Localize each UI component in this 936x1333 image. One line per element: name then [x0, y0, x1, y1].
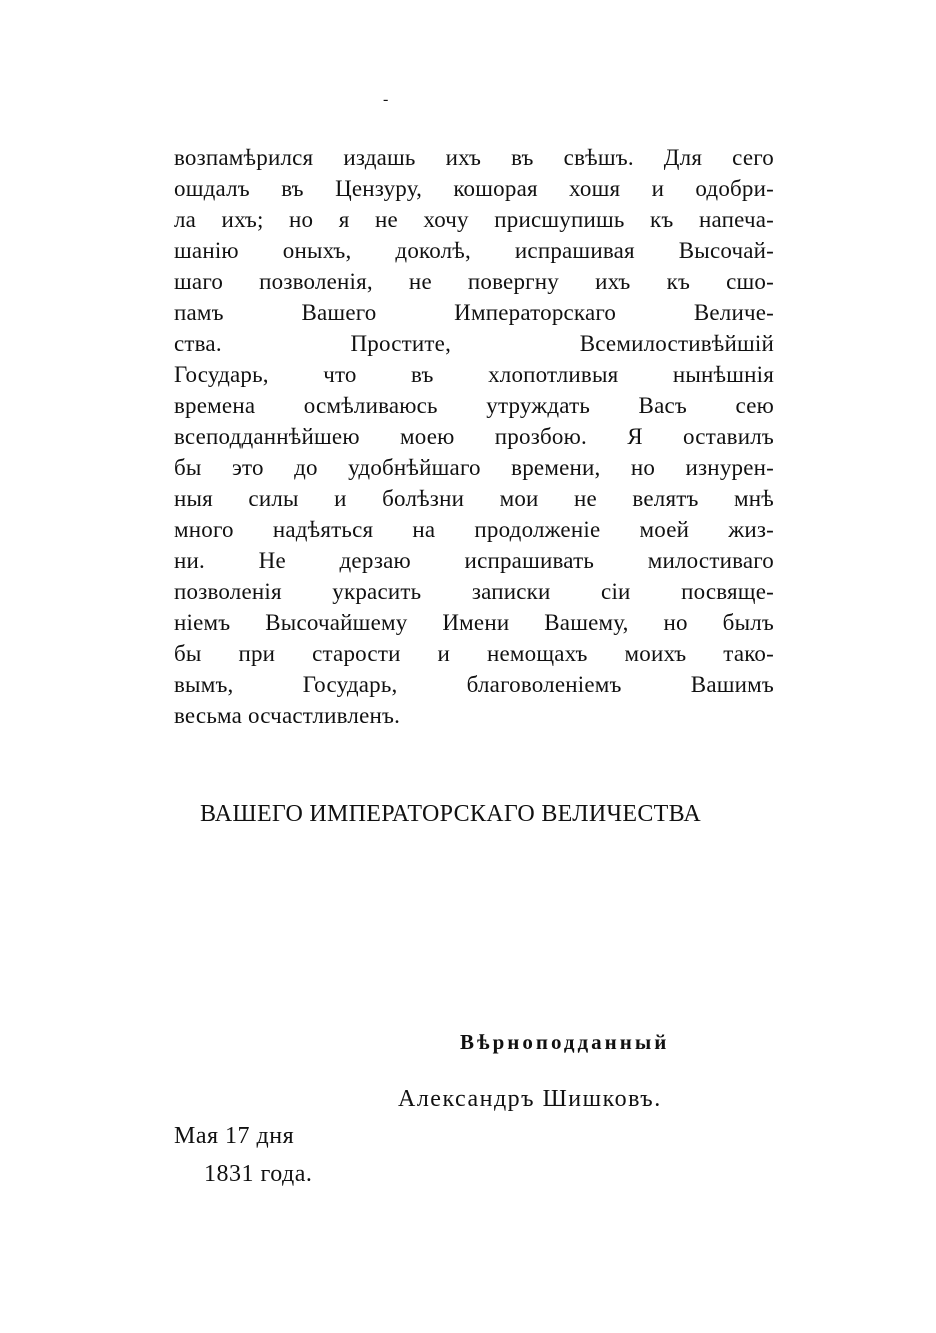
body-line: ніемъ Высочайшему Имени Вашему, но былъ — [174, 610, 774, 635]
date-day: Мая 17 дня — [174, 1123, 295, 1149]
body-line: бы при старости и немощахъ моихъ тако- — [174, 641, 774, 666]
body-line: весьма осчастливленъ. — [174, 703, 401, 728]
body-line: шаго позволенія, не повергну ихъ къ сшо- — [174, 269, 774, 294]
body-line: ни. Не дерзаю испрашивать милостиваго — [174, 548, 774, 573]
body-line: ныя силы и болѣзни мои не велятъ мнѣ — [174, 486, 774, 511]
body-line: ла ихъ; но я не хочу присшупишь къ напеча- — [174, 207, 774, 232]
body-line: возпамѣрился издашь ихъ въ свѣшъ. Для сего — [174, 145, 774, 170]
body-line: ошдалъ въ Цензуру, кошорая хошя и одобри- — [174, 176, 774, 201]
body-line: ства. Простите, Всемилостивѣйшій — [174, 331, 774, 356]
salutation-heading: ВАШЕГО ИМПЕРАТОРСКАГО ВЕЛИЧЕСТВА — [200, 801, 702, 827]
letter-body — [174, 142, 774, 731]
body-line: времена осмѣливаюсь утруждать Васъ сею — [174, 393, 774, 418]
page-mark: - — [383, 91, 389, 108]
body-line: позволенія украсить записки сіи посвяще- — [174, 579, 774, 604]
date-year: 1831 года. — [204, 1161, 313, 1187]
body-line: много надѣяться на продолженіе моей жиз- — [174, 517, 774, 542]
body-line: всеподданнѣйшею моею прозбою. Я оставилъ — [174, 424, 774, 449]
body-line: памъ Вашего Императорскаго Величе- — [174, 300, 774, 325]
body-line: шанію оныхъ, доколѣ, испрашивая Высочай- — [174, 238, 774, 263]
body-line: бы это до удобнѣйшаго времени, но изнурен- — [174, 455, 774, 480]
body-line: Государь, что въ хлопотливыя нынѣшнія — [174, 362, 774, 387]
author-signature: Александръ Шишковъ. — [398, 1086, 662, 1112]
body-line: вымъ, Государь, благоволеніемъ Вашимъ — [174, 672, 774, 697]
closing-phrase: Вѣрноподданный — [460, 1030, 670, 1054]
